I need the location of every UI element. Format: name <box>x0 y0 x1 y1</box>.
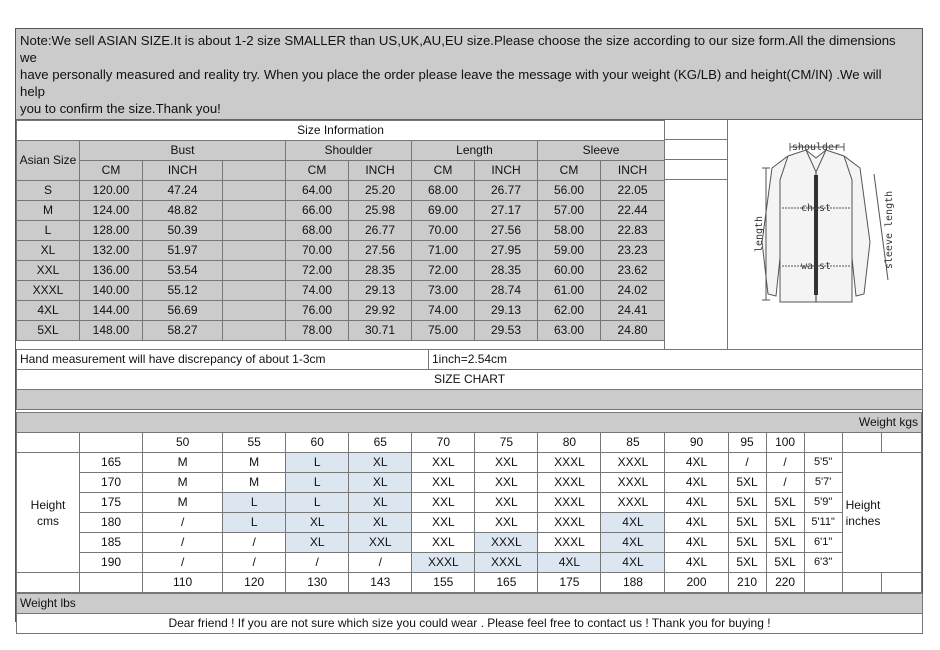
size-value: 58.27 <box>143 321 223 341</box>
size-empty <box>223 241 286 261</box>
hand-measurement-note: Hand measurement will have discrepancy of about 1-3cm <box>17 350 429 370</box>
size-cell: 5XL <box>766 553 804 573</box>
size-value: 23.62 <box>601 261 665 281</box>
size-value: 62.00 <box>538 301 601 321</box>
size-value: 57.00 <box>538 201 601 221</box>
size-cell: XXXL <box>601 473 665 493</box>
size-value: 70.00 <box>412 221 475 241</box>
size-value: 27.56 <box>475 221 538 241</box>
size-value: 63.00 <box>538 321 601 341</box>
size-empty <box>223 221 286 241</box>
height-inch: 6'1" <box>804 533 842 553</box>
size-cell: 4XL <box>601 533 665 553</box>
footer-message: Dear friend ! If you are not sure which size you could wear . Please feel free to contact us ! Thank you for buying ! <box>17 614 923 634</box>
size-value: 25.98 <box>349 201 412 221</box>
size-cell: XXXL <box>475 533 538 553</box>
size-empty <box>223 261 286 281</box>
size-value: 28.35 <box>475 261 538 281</box>
size-value: 29.13 <box>475 301 538 321</box>
size-row <box>17 241 665 261</box>
size-row <box>17 301 665 321</box>
height-inch: 5'5" <box>804 453 842 473</box>
note-line: Note:We sell ASIAN SIZE.It is about 1-2 size SMALLER than US,UK,AU,EU size.Please choose the size according to our size form.All the dimensions <box>20 33 896 48</box>
weight-kg-row <box>17 433 922 453</box>
empty-cell <box>17 433 80 453</box>
size-cell: XXL <box>475 493 538 513</box>
unit-inch: INCH <box>601 161 665 181</box>
size-cell: XXL <box>475 453 538 473</box>
size-value: 124.00 <box>80 201 143 221</box>
size-value: 74.00 <box>412 301 475 321</box>
size-chart-table <box>16 412 922 593</box>
size-value: 27.56 <box>349 241 412 261</box>
size-value: 24.41 <box>601 301 665 321</box>
weight-kg: 70 <box>412 433 475 453</box>
size-value: 26.77 <box>349 221 412 241</box>
size-cell: 4XL <box>601 553 665 573</box>
size-cell: XXL <box>412 533 475 553</box>
size-value: 68.00 <box>412 181 475 201</box>
size-cell: 4XL <box>538 553 601 573</box>
empty-cell <box>804 573 842 593</box>
inch-conversion-note: 1inch=2.54cm <box>429 350 923 370</box>
size-cell: XXXL <box>538 453 601 473</box>
size-value: 69.00 <box>412 201 475 221</box>
size-value: 60.00 <box>538 261 601 281</box>
weight-kg: 55 <box>223 433 286 453</box>
size-cell: 5XL <box>766 513 804 533</box>
size-value: 30.71 <box>349 321 412 341</box>
size-cell: 5XL <box>728 493 766 513</box>
weight-lbs: 220 <box>766 573 804 593</box>
size-value: 66.00 <box>286 201 349 221</box>
size-value: 24.02 <box>601 281 665 301</box>
size-cell: 5XL <box>766 493 804 513</box>
height-row <box>17 453 922 473</box>
weight-kg: 85 <box>601 433 665 453</box>
size-cell: 4XL <box>665 513 728 533</box>
height-inch: 6'3" <box>804 553 842 573</box>
size-value: 29.13 <box>349 281 412 301</box>
shoulder-label: shoulder <box>791 142 841 153</box>
weight-kg: 80 <box>538 433 601 453</box>
size-note <box>16 29 922 120</box>
empty-cell <box>17 573 80 593</box>
size-cell: M <box>143 473 223 493</box>
size-value: 55.12 <box>143 281 223 301</box>
weight-lbs: 110 <box>143 573 223 593</box>
note-line: have personally measured and reality try. When you place the order please leave the message with your weight (KG/LB) and height(CM/IN) .We will <box>20 67 882 82</box>
size-cell: / <box>223 553 286 573</box>
size-cell: XXL <box>475 473 538 493</box>
size-cell: L <box>286 493 349 513</box>
size-value: 29.53 <box>475 321 538 341</box>
size-value: 78.00 <box>286 321 349 341</box>
size-value: 23.23 <box>601 241 665 261</box>
size-row <box>17 221 665 241</box>
size-cell: XXXL <box>538 533 601 553</box>
note-line: you to confirm the size.Thank you! <box>20 101 221 116</box>
weight-lbs: 175 <box>538 573 601 593</box>
height-inch: 5'7' <box>804 473 842 493</box>
size-empty <box>223 321 286 341</box>
height-row <box>17 553 922 573</box>
unit-inch: INCH <box>143 161 223 181</box>
height-cm: 170 <box>80 473 143 493</box>
size-information-table <box>16 120 665 341</box>
length-header: Length <box>412 141 538 161</box>
size-value: 22.05 <box>601 181 665 201</box>
size-cell: / <box>143 533 223 553</box>
empty-cell <box>80 573 143 593</box>
size-value: 72.00 <box>412 261 475 281</box>
unit-cm: CM <box>538 161 601 181</box>
size-row <box>17 321 665 341</box>
size-value: 140.00 <box>80 281 143 301</box>
size-label: XL <box>17 241 80 261</box>
weight-lbs: 143 <box>349 573 412 593</box>
size-cell: XXXL <box>538 473 601 493</box>
size-cell: XL <box>349 493 412 513</box>
empty-cell <box>842 573 881 593</box>
weight-kg: 90 <box>665 433 728 453</box>
size-value: 136.00 <box>80 261 143 281</box>
spacer-row <box>17 390 923 410</box>
shirt-icon <box>728 120 922 349</box>
unit-cm: CM <box>80 161 143 181</box>
shirt-diagram <box>727 120 922 349</box>
size-value: 56.00 <box>538 181 601 201</box>
size-cell: 5XL <box>728 473 766 493</box>
size-row <box>17 281 665 301</box>
size-value: 26.77 <box>475 181 538 201</box>
waist-label: waist <box>800 261 832 272</box>
size-value: 24.80 <box>601 321 665 341</box>
size-value: 71.00 <box>412 241 475 261</box>
size-cell: 4XL <box>665 473 728 493</box>
size-cell: / <box>286 553 349 573</box>
size-cell: XL <box>349 513 412 533</box>
size-value: 50.39 <box>143 221 223 241</box>
size-value: 27.17 <box>475 201 538 221</box>
length-label: length <box>754 215 765 253</box>
size-cell: L <box>286 473 349 493</box>
weight-lbs: 155 <box>412 573 475 593</box>
footer-table <box>16 593 923 634</box>
weight-kg: 100 <box>766 433 804 453</box>
size-value: 29.92 <box>349 301 412 321</box>
size-cell: / <box>223 533 286 553</box>
weight-kg: 95 <box>728 433 766 453</box>
size-label: 4XL <box>17 301 80 321</box>
unit-inch: INCH <box>349 161 412 181</box>
size-cell: / <box>766 453 804 473</box>
size-cell: 5XL <box>728 513 766 533</box>
size-empty <box>223 201 286 221</box>
size-cell: / <box>143 513 223 533</box>
size-cell: XL <box>286 533 349 553</box>
height-cm: 165 <box>80 453 143 473</box>
size-value: 27.95 <box>475 241 538 261</box>
size-cell: / <box>766 473 804 493</box>
unit-cm: CM <box>412 161 475 181</box>
chest-label: chest <box>800 203 832 214</box>
size-value: 28.74 <box>475 281 538 301</box>
size-cell: XXL <box>412 513 475 533</box>
shoulder-header: Shoulder <box>286 141 412 161</box>
size-cell: XXL <box>349 533 412 553</box>
size-cell: XL <box>349 473 412 493</box>
size-chart-title: SIZE CHART <box>17 370 923 390</box>
size-information-title: Size Information <box>17 121 665 141</box>
size-cell: / <box>143 553 223 573</box>
height-inch: 5'9" <box>804 493 842 513</box>
weight-lbs: 130 <box>286 573 349 593</box>
height-inches-label-line: Height <box>845 497 881 512</box>
weight-lbs: 200 <box>665 573 728 593</box>
size-cell: 4XL <box>665 533 728 553</box>
height-cms-label-line: Height <box>30 497 66 512</box>
height-cms-label <box>17 453 80 573</box>
weight-lbs: 188 <box>601 573 665 593</box>
size-value: 22.83 <box>601 221 665 241</box>
size-label: 5XL <box>17 321 80 341</box>
size-value: 51.97 <box>143 241 223 261</box>
size-cell: 5XL <box>728 533 766 553</box>
size-cell: 4XL <box>601 513 665 533</box>
size-cell: XXL <box>412 493 475 513</box>
size-cell: XXXL <box>412 553 475 573</box>
size-cell: XXXL <box>601 453 665 473</box>
height-row <box>17 493 922 513</box>
size-label: M <box>17 201 80 221</box>
weight-kg: 65 <box>349 433 412 453</box>
size-value: 22.44 <box>601 201 665 221</box>
sleeve-header: Sleeve <box>538 141 665 161</box>
size-value: 25.20 <box>349 181 412 201</box>
size-cell: XXL <box>412 473 475 493</box>
weight-lbs: 165 <box>475 573 538 593</box>
weight-lbs-row <box>17 573 922 593</box>
size-cell: M <box>223 473 286 493</box>
weight-lbs-label: Weight lbs <box>17 594 923 614</box>
size-row <box>17 201 665 221</box>
weight-kgs-label: Weight kgs <box>17 413 922 433</box>
size-label: XXL <box>17 261 80 281</box>
size-cell: XXXL <box>475 553 538 573</box>
size-value: 74.00 <box>286 281 349 301</box>
size-value: 59.00 <box>538 241 601 261</box>
height-inches-label <box>842 453 921 573</box>
asian-size-header: Asian Size <box>17 141 80 181</box>
size-empty <box>223 281 286 301</box>
spacer-column <box>664 120 727 349</box>
size-value: 148.00 <box>80 321 143 341</box>
height-row <box>17 513 922 533</box>
size-cell: XXL <box>475 513 538 533</box>
size-cell: 4XL <box>665 493 728 513</box>
note-line: help <box>20 84 45 99</box>
size-empty <box>223 301 286 321</box>
size-value: 58.00 <box>538 221 601 241</box>
unit-inch: INCH <box>475 161 538 181</box>
size-cell: L <box>286 453 349 473</box>
size-cell: XXXL <box>538 493 601 513</box>
size-value: 70.00 <box>286 241 349 261</box>
size-value: 68.00 <box>286 221 349 241</box>
height-cms-label-line: cms <box>37 513 60 528</box>
size-cell: L <box>223 493 286 513</box>
size-cell: 5XL <box>728 553 766 573</box>
height-row <box>17 533 922 553</box>
weight-lbs: 210 <box>728 573 766 593</box>
size-label: L <box>17 221 80 241</box>
height-cm: 175 <box>80 493 143 513</box>
size-value: 48.82 <box>143 201 223 221</box>
size-row <box>17 261 665 281</box>
height-cm: 180 <box>80 513 143 533</box>
empty-cell <box>881 433 921 453</box>
empty-cell <box>842 433 881 453</box>
size-value: 56.69 <box>143 301 223 321</box>
weight-kg: 60 <box>286 433 349 453</box>
size-value: 47.24 <box>143 181 223 201</box>
size-cell: M <box>223 453 286 473</box>
height-row <box>17 473 922 493</box>
size-cell: M <box>143 453 223 473</box>
empty-cell <box>80 433 143 453</box>
height-cm: 185 <box>80 533 143 553</box>
size-value: 28.35 <box>349 261 412 281</box>
size-value: 132.00 <box>80 241 143 261</box>
size-value: 120.00 <box>80 181 143 201</box>
weight-lbs: 120 <box>223 573 286 593</box>
height-cm: 190 <box>80 553 143 573</box>
size-value: 73.00 <box>412 281 475 301</box>
height-inch: 5'11" <box>804 513 842 533</box>
unit-cm: CM <box>286 161 349 181</box>
bust-header: Bust <box>80 141 286 161</box>
weight-kg: 75 <box>475 433 538 453</box>
size-cell: XL <box>286 513 349 533</box>
size-label: XXXL <box>17 281 80 301</box>
measurement-notes <box>16 349 923 410</box>
size-value: 144.00 <box>80 301 143 321</box>
size-cell: L <box>223 513 286 533</box>
size-value: 53.54 <box>143 261 223 281</box>
size-empty <box>223 181 286 201</box>
size-cell: 4XL <box>665 553 728 573</box>
size-cell: XXXL <box>601 493 665 513</box>
size-value: 76.00 <box>286 301 349 321</box>
size-cell: XXXL <box>538 513 601 533</box>
size-guide-sheet <box>15 28 923 630</box>
size-cell: / <box>349 553 412 573</box>
size-cell: M <box>143 493 223 513</box>
empty-cell <box>804 433 842 453</box>
size-value: 72.00 <box>286 261 349 281</box>
height-inches-label-line: inches <box>845 513 881 528</box>
size-value: 64.00 <box>286 181 349 201</box>
unit-empty <box>223 161 286 181</box>
sleeve-length-label: sleeve length <box>884 190 895 270</box>
note-line: we <box>20 50 37 65</box>
empty-cell <box>881 573 921 593</box>
size-cell: XXL <box>412 453 475 473</box>
size-cell: 4XL <box>665 453 728 473</box>
size-label: S <box>17 181 80 201</box>
size-cell: / <box>728 453 766 473</box>
size-value: 128.00 <box>80 221 143 241</box>
size-value: 61.00 <box>538 281 601 301</box>
size-value: 75.00 <box>412 321 475 341</box>
size-row <box>17 181 665 201</box>
size-cell: 5XL <box>766 533 804 553</box>
size-cell: XL <box>349 453 412 473</box>
weight-kg: 50 <box>143 433 223 453</box>
